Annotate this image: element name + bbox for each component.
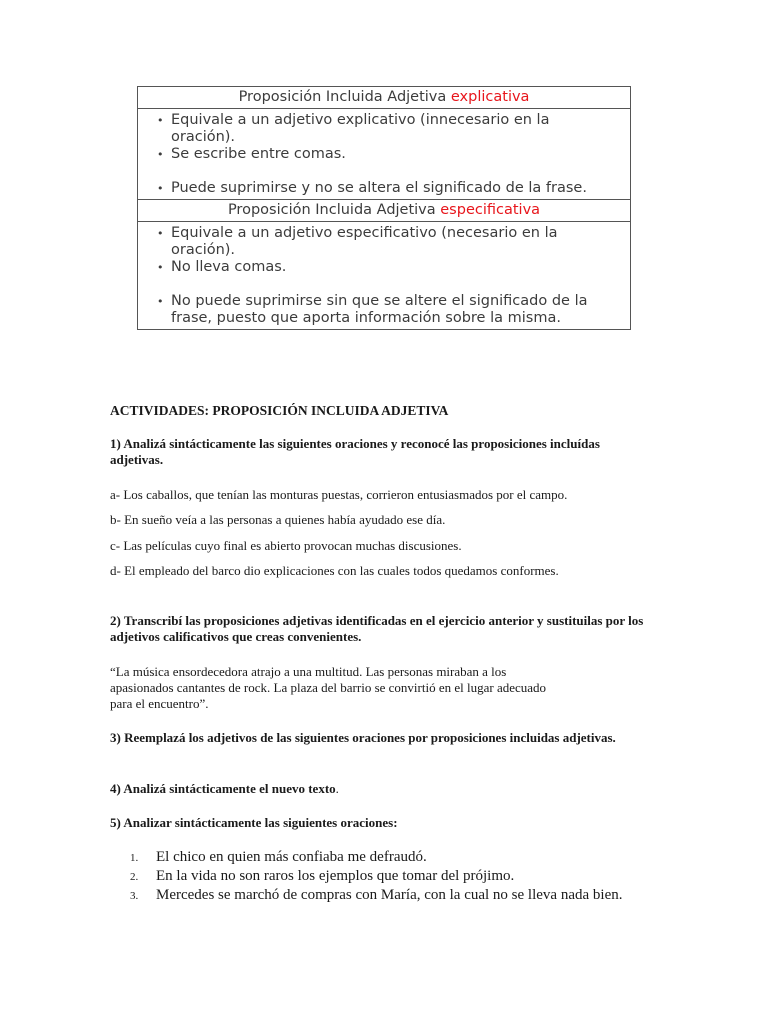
list-item (130, 886, 626, 905)
list-item (171, 225, 616, 259)
activities-title: ACTIVIDADES: PROPOSICIÓN INCLUIDA ADJETIVA (110, 403, 449, 418)
question-3: 3) Reemplazá los adjetivos de las siguientes oraciones por proposiciones incluidas adjetivas. (110, 730, 616, 745)
bullet-text: No lleva comas. (171, 259, 287, 275)
table-body-especificativa (138, 222, 630, 329)
bullet-text: • No puede suprimirse sin que se altere el significado de la frase, puesto que aporta información sobre la misma. (171, 293, 588, 326)
table-header-especificativa (138, 199, 630, 222)
adjective-clause-table (137, 86, 631, 330)
bullet-text: • Equivale a un adjetivo explicativo (innecesario en la oración). (171, 112, 550, 145)
list-item (130, 848, 650, 867)
list-number: 2. (130, 871, 139, 883)
list-text: El chico en quien más confiaba me defraudó. (156, 849, 427, 865)
q1-item-b: b- En sueño veía a las personas a quienes había ayudado ese día. (110, 512, 446, 527)
q1-item-a: a- Los caballos, que tenían las monturas puestas, corrieron entusiasmados por el campo. (110, 487, 568, 502)
list-item (171, 259, 616, 276)
list-number: 1. (130, 852, 139, 864)
bullet-text: • Puede suprimirse y no se altera el significado de la frase. (171, 180, 587, 196)
bullet-text: Se escribe entre comas. (171, 146, 346, 162)
table-body-explicativa (138, 109, 630, 199)
q1-item-c: c- Las películas cuyo final es abierto provocan muchas discusiones. (110, 538, 462, 553)
header-accent: explicativa (450, 89, 530, 105)
question-2: 2) Transcribí las proposiciones adjetivas identificadas en el ejercicio anterior y sustituilas por los adjetivos calificativos que creas convenientes. (110, 613, 644, 644)
header-prefix: Proposición Incluida Adjetiva (227, 202, 441, 218)
q5-list (130, 848, 650, 905)
list-number: 3. (130, 890, 139, 902)
list-text: En la vida no son raros los ejemplos que tomar del prójimo. (156, 868, 515, 884)
table-header-explicativa (138, 87, 630, 109)
header-accent: especificativa (440, 202, 541, 218)
bullet-text: • Equivale a un adjetivo especificativo (necesario en la oración). (171, 225, 558, 258)
list-item (171, 180, 616, 197)
question-4-text: 4) Analizá sintácticamente el nuevo texto (110, 781, 336, 796)
question-1: 1) Analizá sintácticamente las siguientes oraciones y reconocé las proposiciones incluídas adjetivas. (110, 436, 600, 467)
header-prefix: Proposición Incluida Adjetiva (238, 89, 451, 105)
list-text: Mercedes se marchó de compras con María, con la cual no se lleva nada bien. (156, 887, 623, 903)
question-5: 5) Analizar sintácticamente las siguientes oraciones: (110, 815, 398, 830)
list-item (130, 867, 650, 886)
q1-item-d: d- El empleado del barco dio explicaciones con las cuales todos quedamos conformes. (110, 563, 559, 578)
quote-text: “La música ensordecedora atrajo a una multitud. Las personas miraban a los apasionados cantantes de rock. La plaza del barrio se convirtió en el lugar adecuado para el encuentro”. (110, 664, 547, 711)
question-4 (110, 781, 670, 797)
question-4-suffix: . (335, 781, 339, 796)
list-item (171, 293, 616, 327)
list-item (171, 146, 616, 163)
list-item (171, 112, 616, 146)
